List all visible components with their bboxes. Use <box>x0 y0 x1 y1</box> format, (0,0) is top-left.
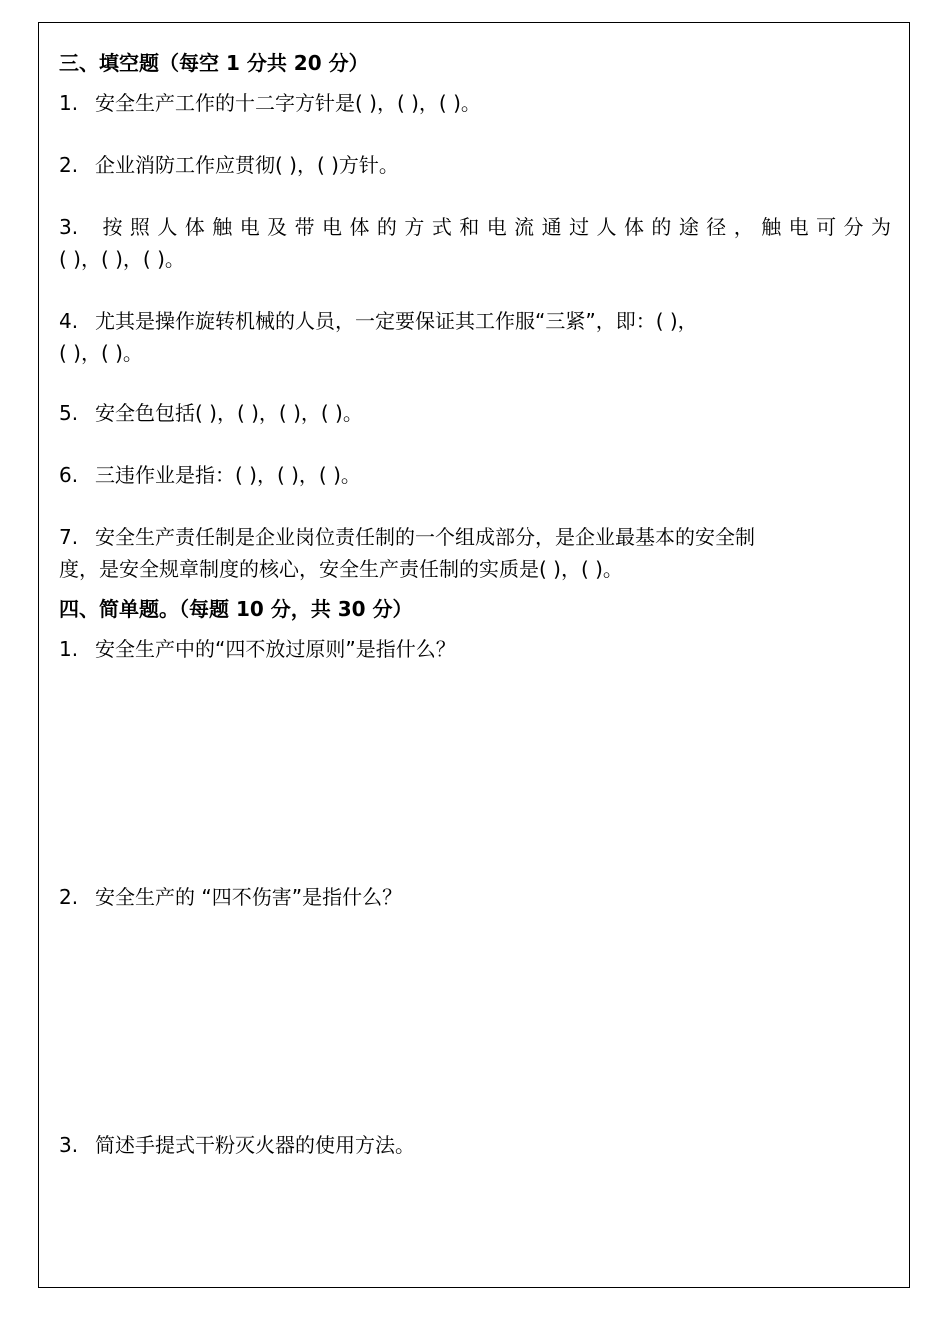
short-question-2 <box>59 881 891 913</box>
question-number: 1. <box>59 91 79 115</box>
question-text: 安全生产中的“四不放过原则”是指什么？ <box>95 637 456 661</box>
section-4-heading: 四、简单题。（每题 10 分，共 30 分） <box>59 597 413 621</box>
short-question-1 <box>59 633 891 665</box>
question-number: 2. <box>59 153 79 177</box>
exam-page-frame <box>38 22 910 1288</box>
question-text: 三违作业是指：( )，( )，( )。 <box>95 463 361 487</box>
fill-question-6 <box>59 459 891 491</box>
fill-question-7-line-2: 度，是安全规章制度的核心，安全生产责任制的实质是( )，( )。 <box>59 557 623 581</box>
fill-question-4-line-1 <box>59 305 891 337</box>
question-text: 尤其是操作旋转机械的人员，一定要保证其工作服“三紧”，即：( )， <box>95 309 698 333</box>
fill-question-4-line-2: ( )，( )。 <box>59 341 143 365</box>
question-number: 4. <box>59 309 79 333</box>
question-number: 3. <box>59 1133 79 1157</box>
question-number: 3. <box>59 215 79 239</box>
question-number: 1. <box>59 637 79 661</box>
short-question-3 <box>59 1129 891 1161</box>
fill-question-1 <box>59 87 891 119</box>
question-number: 5. <box>59 401 79 425</box>
question-number: 6. <box>59 463 79 487</box>
question-text: 安全生产责任制是企业岗位责任制的一个组成部分，是企业最基本的安全制 <box>95 525 755 549</box>
question-text: 简述手提式干粉灭火器的使用方法。 <box>95 1133 415 1157</box>
fill-question-7-line-1 <box>59 521 891 553</box>
question-text: 按照人体触电及带电体的方式和电流通过人体的途径，触电可分为 <box>95 215 891 239</box>
question-text: 安全生产的 “四不伤害”是指什么？ <box>95 885 403 909</box>
question-number: 7. <box>59 525 79 549</box>
fill-question-5 <box>59 397 891 429</box>
fill-question-2 <box>59 149 891 181</box>
section-3-heading: 三、填空题（每空 1 分共 20 分） <box>59 51 369 75</box>
question-text: 企业消防工作应贯彻( )，( )方针。 <box>95 153 399 177</box>
fill-question-3-line-2: ( )，( )，( )。 <box>59 247 185 271</box>
question-text: 安全色包括( )，( )，( )，( )。 <box>95 401 363 425</box>
question-text: 安全生产工作的十二字方针是( )，( )，( )。 <box>95 91 481 115</box>
question-number: 2. <box>59 885 79 909</box>
fill-question-3-line-1 <box>59 211 891 243</box>
